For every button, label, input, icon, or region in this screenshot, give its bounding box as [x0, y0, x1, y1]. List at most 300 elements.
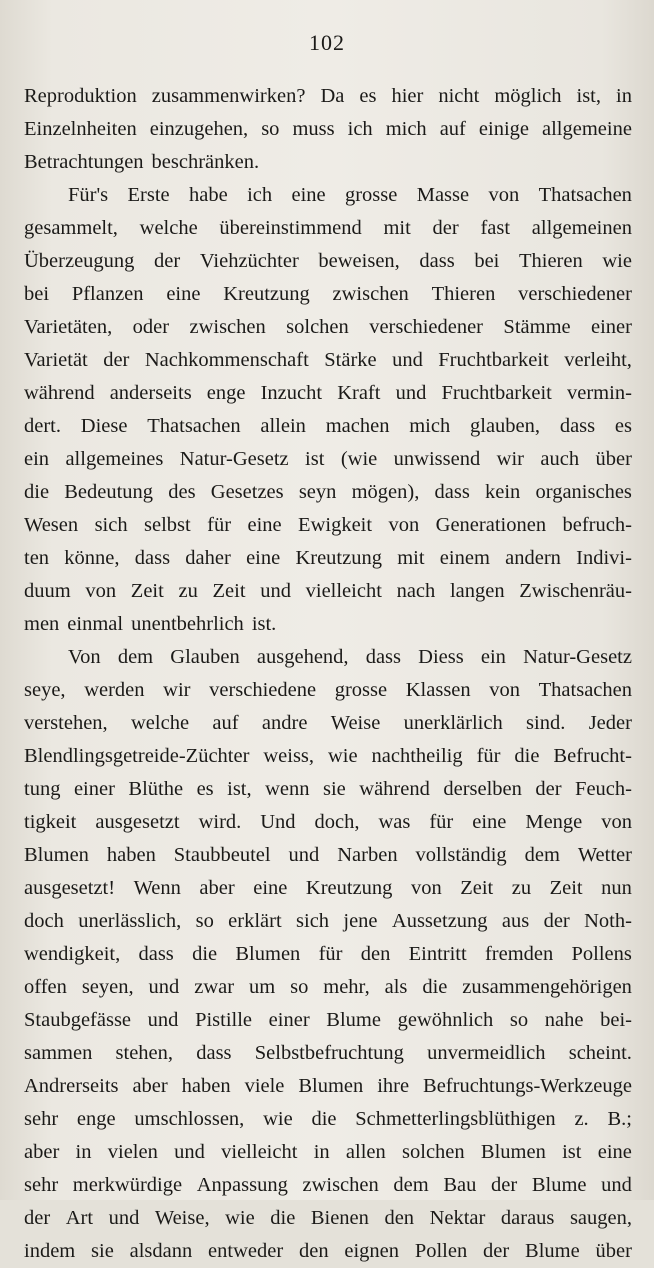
word: entweder: [208, 1240, 284, 1262]
word: seyn: [298, 481, 337, 503]
word: mich: [385, 118, 427, 140]
text-line: [24, 344, 632, 377]
word: Natur-Gesetz: [179, 448, 289, 470]
word: einmal: [67, 613, 124, 635]
word: andre: [261, 712, 308, 734]
word: auch: [540, 448, 580, 470]
word: wenn: [265, 778, 310, 800]
word: wir: [163, 679, 191, 701]
word: Wenn: [133, 877, 181, 899]
word: Staubgefässe: [24, 1009, 132, 1031]
word: ihre: [377, 1075, 410, 1097]
word: Pollens: [571, 943, 632, 965]
word: aber: [24, 1141, 60, 1163]
word: und: [108, 1207, 140, 1229]
word: der: [154, 250, 181, 272]
word: grosse: [334, 679, 388, 701]
text-line: [24, 410, 632, 443]
text-line: [24, 1103, 632, 1136]
word: viele: [244, 1075, 285, 1097]
word: könne,: [64, 547, 120, 569]
word: um: [248, 976, 276, 998]
word: seyen,: [81, 976, 134, 998]
word: mögen),: [351, 481, 420, 503]
word: eine: [253, 877, 288, 899]
text-line: [24, 476, 632, 509]
word: glauben,: [470, 415, 541, 437]
word: von: [388, 514, 420, 536]
word: Wetter: [577, 844, 632, 866]
word: saugen,: [569, 1207, 632, 1229]
word: der: [483, 1240, 510, 1262]
word: daher: [185, 547, 231, 569]
text-line: [24, 311, 632, 344]
word: Klassen: [405, 679, 471, 701]
word: mit: [397, 547, 425, 569]
word: Menge: [525, 811, 583, 833]
text-line: [24, 773, 632, 806]
word: Fruchtbarkeit: [441, 382, 552, 404]
word: Aussetzung: [391, 910, 488, 932]
word: wie: [602, 250, 632, 272]
word: Blumen: [480, 1141, 546, 1163]
word: derselben: [443, 778, 522, 800]
word: machen: [325, 415, 390, 437]
word: Nektar: [429, 1207, 486, 1229]
word: verschiedener: [369, 316, 484, 338]
text-line: [24, 707, 632, 740]
word: sind.: [526, 712, 566, 734]
word: Fruchtbarkeit: [438, 349, 549, 371]
word: Überzeugung: [24, 250, 135, 272]
word: dass: [419, 250, 455, 272]
word: Weise: [330, 712, 381, 734]
text-line: [24, 509, 632, 542]
word: den: [360, 943, 391, 965]
word: für: [429, 811, 454, 833]
word: beschränken.: [151, 151, 260, 173]
word: Blumen: [24, 844, 89, 866]
word: eignen: [344, 1240, 400, 1262]
word: als: [384, 976, 408, 998]
word: der: [543, 910, 570, 932]
word: B.;: [607, 1108, 632, 1130]
word: einer: [73, 778, 115, 800]
word: und: [174, 1141, 205, 1163]
word: werden: [84, 679, 145, 701]
word: jene: [343, 910, 378, 932]
word: ist: [305, 448, 325, 470]
word: Zwischenräu-: [519, 580, 632, 602]
word: vielleicht: [305, 580, 382, 602]
word: Blume: [531, 1174, 587, 1196]
word: Jeder: [588, 712, 632, 734]
word: und: [601, 1174, 632, 1196]
word: und: [260, 580, 291, 602]
word: so: [290, 976, 309, 998]
word: Stärke: [324, 349, 377, 371]
word: und: [392, 349, 423, 371]
word: sehr: [24, 1108, 59, 1130]
word: sehr: [24, 1174, 59, 1196]
word: Betrachtungen: [24, 151, 144, 173]
word: ausgehend,: [256, 646, 349, 668]
word: Zeit: [460, 877, 494, 899]
word: enge: [206, 382, 246, 404]
word: wird.: [198, 811, 242, 833]
word: Diese: [80, 415, 128, 437]
word: dem: [524, 844, 560, 866]
word: der: [103, 349, 130, 371]
word: Zeit: [549, 877, 583, 899]
word: Nachkommenschaft: [144, 349, 309, 371]
word: dass: [559, 415, 596, 437]
word: dem: [393, 1174, 429, 1196]
word: verstehen,: [24, 712, 108, 734]
word: für: [476, 745, 501, 767]
word: seye,: [24, 679, 66, 701]
word: eine: [166, 283, 201, 305]
word: Indivi-: [576, 547, 632, 569]
word: von: [85, 580, 117, 602]
word: dass: [134, 547, 171, 569]
word: Varietät: [24, 349, 88, 371]
word: Glauben: [170, 646, 240, 668]
word: Varietäten,: [24, 316, 113, 338]
word: auf: [439, 118, 466, 140]
word: einzugehen,: [149, 118, 249, 140]
word: solchen: [286, 316, 349, 338]
word: von: [601, 811, 632, 833]
word: nach: [396, 580, 436, 602]
text-line: [24, 971, 632, 1004]
word: in: [313, 1141, 330, 1163]
word: solchen: [402, 1141, 465, 1163]
word: Staubbeutel: [173, 844, 271, 866]
word: sammen: [24, 1042, 93, 1064]
word: eine: [291, 184, 326, 206]
text-line: [24, 377, 632, 410]
word: Andrerseits: [24, 1075, 119, 1097]
word: vollständig: [415, 844, 507, 866]
word: dass: [434, 481, 470, 503]
word: allgemeinen: [531, 217, 632, 239]
word: Anpassung: [196, 1174, 288, 1196]
word: aus: [501, 910, 530, 932]
word: wir: [496, 448, 524, 470]
word: oder: [132, 316, 170, 338]
word: Pflanzen: [71, 283, 144, 305]
word: ein: [24, 448, 50, 470]
word: Für's: [68, 184, 109, 206]
word: während: [359, 778, 430, 800]
word: Blüthe: [128, 778, 184, 800]
word: eine: [247, 514, 282, 536]
word: Blendlingsgetreide-Züchter: [24, 745, 250, 767]
word: z.: [574, 1108, 589, 1130]
word: über: [595, 1240, 632, 1262]
word: einer: [268, 1009, 310, 1031]
word: es: [196, 778, 214, 800]
word: möglich: [494, 85, 562, 107]
word: mehr,: [323, 976, 370, 998]
word: Inzucht: [260, 382, 323, 404]
word: unerklärlich: [403, 712, 503, 734]
word: Thieren: [431, 283, 496, 305]
word: welche: [131, 712, 190, 734]
word: unvermeidlich: [427, 1042, 546, 1064]
word: nahe: [544, 1009, 584, 1031]
word: Diess: [418, 646, 464, 668]
word: dem: [117, 646, 154, 668]
word: Befruchtungs-Werkzeuge: [423, 1075, 632, 1097]
word: Feuch-: [575, 778, 632, 800]
word: Weise,: [154, 1207, 210, 1229]
word: ich: [347, 118, 373, 140]
word: Masse: [416, 184, 470, 206]
word: Schmetterlingsblüthigen: [355, 1108, 556, 1130]
word: verschiedener: [518, 283, 632, 305]
word: zwischen: [189, 316, 266, 338]
word: Natur-Gesetz: [523, 646, 632, 668]
word: der: [491, 1174, 518, 1196]
word: doch,: [314, 811, 360, 833]
text-line: [24, 80, 632, 113]
word: Viehzüchter: [199, 250, 299, 272]
text-line: [24, 1235, 632, 1268]
word: es: [359, 85, 377, 107]
word: dass: [365, 646, 402, 668]
word: dass: [196, 1042, 232, 1064]
word: alsdann: [129, 1240, 193, 1262]
word: einem: [439, 547, 490, 569]
word: Blumen: [235, 943, 301, 965]
word: und: [147, 1009, 179, 1031]
word: zwischen: [332, 283, 409, 305]
word: ein: [480, 646, 506, 668]
word: Stämme: [503, 316, 571, 338]
word: der: [24, 1207, 51, 1229]
word: sich: [94, 514, 128, 536]
text-line: [24, 146, 632, 179]
word: über: [595, 448, 632, 470]
text-line: [24, 608, 632, 641]
word: anderseits: [109, 382, 192, 404]
word: die: [514, 745, 540, 767]
word: die: [270, 1207, 296, 1229]
word: Thatsachen: [147, 415, 241, 437]
word: offen: [24, 976, 67, 998]
word: doch: [24, 910, 64, 932]
word: allen: [345, 1141, 386, 1163]
text-line: [24, 113, 632, 146]
text-line: [24, 245, 632, 278]
text-line: [24, 740, 632, 773]
word: Kraft: [337, 382, 381, 404]
word: stehen,: [115, 1042, 174, 1064]
word: Befrucht-: [553, 745, 632, 767]
word: kein: [485, 481, 521, 503]
word: Wesen: [24, 514, 79, 536]
word: ist: [562, 1141, 582, 1163]
word: so: [509, 1009, 529, 1031]
word: Kreutzung: [305, 877, 393, 899]
word: zu: [178, 580, 198, 602]
word: organisches: [535, 481, 632, 503]
word: Pollen: [414, 1240, 468, 1262]
word: was: [378, 811, 411, 833]
text-line: [24, 1070, 632, 1103]
word: ist.: [251, 613, 277, 635]
word: tung: [24, 778, 61, 800]
word: Thatsachen: [538, 184, 632, 206]
text-line: [24, 872, 632, 905]
word: in: [616, 85, 632, 107]
word: fast: [480, 217, 511, 239]
text-line: [24, 1136, 632, 1169]
word: von: [410, 877, 442, 899]
word: beweisen,: [318, 250, 400, 272]
word: zu: [511, 877, 532, 899]
word: sie: [91, 1240, 114, 1262]
word: welche: [139, 217, 198, 239]
word: mit: [383, 217, 411, 239]
word: ist,: [576, 85, 601, 107]
word: des: [168, 481, 196, 503]
word: nun: [601, 877, 632, 899]
word: ausgesetzt: [95, 811, 180, 833]
text-line: [24, 1037, 632, 1070]
word: mich: [409, 415, 451, 437]
word: gewöhnlich: [397, 1009, 494, 1031]
word: unwissend: [393, 448, 481, 470]
word: wie: [263, 1108, 293, 1130]
word: Ewigkeit: [298, 514, 373, 536]
word: einer: [591, 316, 632, 338]
word: merkwürdige: [72, 1174, 183, 1196]
word: Von: [68, 646, 101, 668]
text-line: [24, 212, 632, 245]
word: für: [207, 514, 232, 536]
word: zusammengehörigen: [462, 976, 632, 998]
word: ausgesetzt!: [24, 877, 116, 899]
word: nicht: [438, 85, 480, 107]
text-line: [24, 1202, 632, 1235]
word: ich: [247, 184, 273, 206]
text-line: [24, 905, 632, 938]
word: so: [261, 118, 280, 140]
word: Blume: [525, 1240, 580, 1262]
word: tigkeit: [24, 811, 77, 833]
word: andern: [505, 547, 561, 569]
text-line: [24, 938, 632, 971]
word: daraus: [500, 1207, 555, 1229]
word: ten: [24, 547, 50, 569]
word: Und: [260, 811, 296, 833]
word: befruch-: [562, 514, 632, 536]
word: langen: [449, 580, 505, 602]
word: Zeit: [212, 580, 246, 602]
word: Thieren: [518, 250, 583, 272]
word: Kreutzung: [223, 283, 310, 305]
word: (wie: [340, 448, 378, 470]
word: selbst: [144, 514, 191, 536]
word: Zeit: [130, 580, 164, 602]
word: hier: [391, 85, 424, 107]
word: unerlässlich,: [78, 910, 182, 932]
word: aber: [132, 1075, 168, 1097]
word: und: [288, 844, 320, 866]
word: Pistille: [195, 1009, 253, 1031]
word: haben: [181, 1075, 231, 1097]
word: einige: [478, 118, 529, 140]
word: fremden: [484, 943, 554, 965]
word: Narben: [337, 844, 398, 866]
word: sie: [323, 778, 346, 800]
word: zwar: [194, 976, 235, 998]
word: men: [24, 613, 60, 635]
text-line: [24, 443, 632, 476]
word: eine: [246, 547, 281, 569]
word: bei: [474, 250, 500, 272]
text-line: [24, 641, 632, 674]
word: den: [298, 1240, 329, 1262]
text-line: [24, 1004, 632, 1037]
word: Eintritt: [408, 943, 467, 965]
word: scheint.: [568, 1042, 632, 1064]
word: Selbstbefruchtung: [254, 1042, 404, 1064]
word: verleiht,: [564, 349, 632, 371]
word: indem: [24, 1240, 76, 1262]
word: Blumen: [298, 1075, 364, 1097]
word: von: [489, 679, 521, 701]
word: Einzelnheiten: [24, 118, 137, 140]
text-line: [24, 806, 632, 839]
word: der: [535, 778, 562, 800]
word: Da: [320, 85, 345, 107]
word: während: [24, 382, 95, 404]
word: die: [311, 1108, 337, 1130]
word: Bedeutung: [64, 481, 154, 503]
word: die: [24, 481, 50, 503]
word: vielleicht: [221, 1141, 298, 1163]
word: Reproduktion: [24, 85, 137, 107]
text-line: [24, 839, 632, 872]
word: der: [432, 217, 459, 239]
word: wendigkeit,: [24, 943, 121, 965]
word: duum: [24, 580, 71, 602]
word: Generationen: [435, 514, 547, 536]
word: so: [195, 910, 214, 932]
word: Bienen: [310, 1207, 369, 1229]
word: Blume: [326, 1009, 381, 1031]
word: allgemeine: [542, 118, 632, 140]
word: und: [148, 976, 180, 998]
word: allgemeines: [65, 448, 164, 470]
text-line: [24, 542, 632, 575]
word: muss: [292, 118, 335, 140]
word: sich: [296, 910, 330, 932]
word: die: [192, 943, 218, 965]
word: eine: [472, 811, 507, 833]
body-text: [24, 80, 632, 1268]
word: bei: [24, 283, 50, 305]
word: Thatsachen: [538, 679, 632, 701]
text-line: [24, 278, 632, 311]
word: und: [395, 382, 427, 404]
word: vermin-: [567, 382, 632, 404]
word: grosse: [344, 184, 398, 206]
